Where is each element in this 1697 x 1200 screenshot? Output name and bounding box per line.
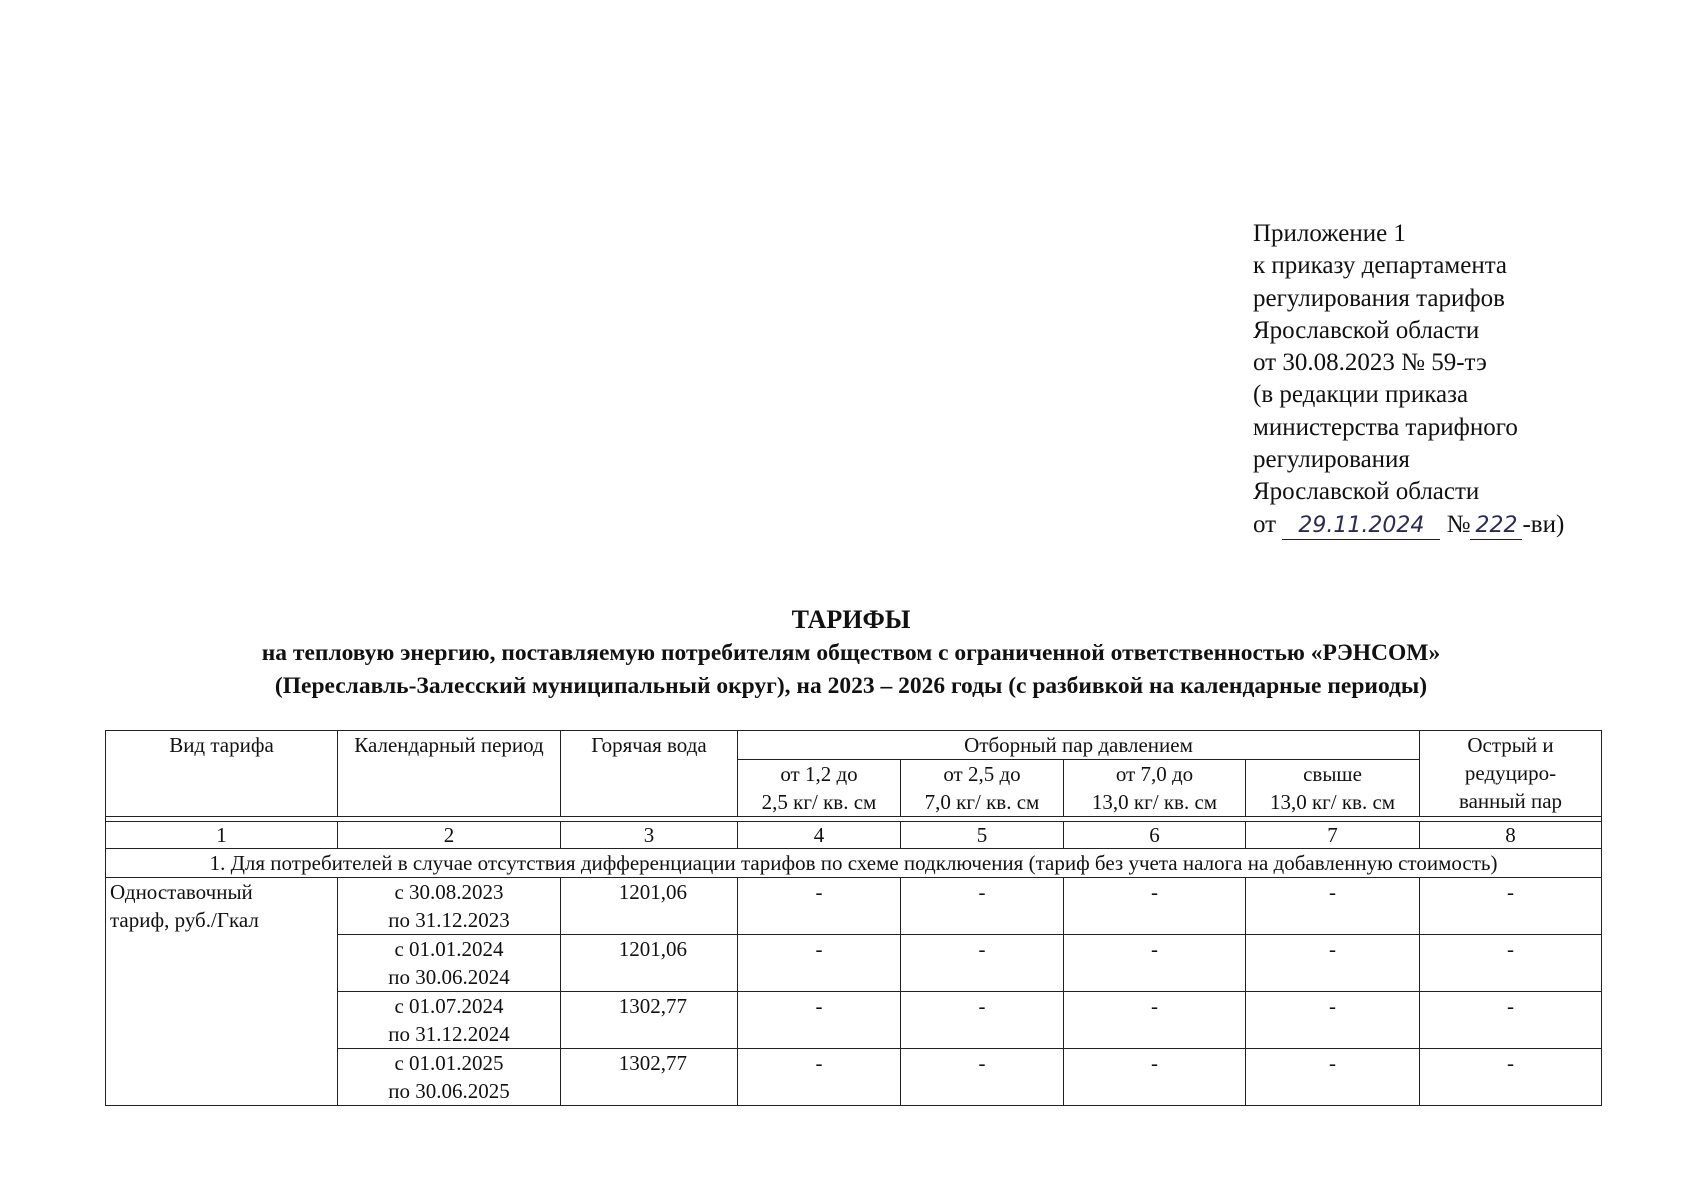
column-number: 8	[1420, 822, 1602, 849]
period-cell: с 01.07.2024 по 31.12.2024	[338, 992, 561, 1049]
appendix-line: регулирования	[1253, 446, 1410, 474]
sharp-steam-value: -	[1420, 878, 1602, 935]
steam-value: -	[1064, 992, 1246, 1049]
appendix-line: (в редакции приказа	[1253, 381, 1469, 409]
column-number: 2	[338, 822, 561, 849]
hot-water-value: 1201,06	[561, 878, 738, 935]
appendix-line: Приложение 1	[1253, 220, 1406, 247]
steam-value: -	[738, 1049, 901, 1106]
hot-water-value: 1302,77	[561, 992, 738, 1049]
column-number: 6	[1064, 822, 1246, 849]
header-pressure-3: от 7,0 до 13,0 кг/ кв. см	[1064, 760, 1246, 817]
steam-value: -	[738, 992, 901, 1049]
column-number: 5	[901, 822, 1064, 849]
column-number: 3	[561, 822, 738, 849]
steam-value: -	[901, 935, 1064, 992]
steam-value: -	[901, 878, 1064, 935]
period-cell: с 01.01.2025 по 30.06.2025	[338, 1049, 561, 1106]
appendix-line: регулирования тарифов	[1253, 284, 1505, 312]
steam-value: -	[901, 1049, 1064, 1106]
steam-value: -	[1064, 935, 1246, 992]
appendix-suffix: -ви)	[1522, 510, 1565, 538]
header-pressure-2: от 2,5 до 7,0 кг/ кв. см	[901, 760, 1064, 817]
hot-water-value: 1201,06	[561, 935, 738, 992]
appendix-block	[1253, 218, 1564, 541]
column-number-row	[106, 822, 1602, 849]
sharp-steam-value: -	[1420, 992, 1602, 1049]
table-row	[106, 878, 1602, 935]
appendix-line: от 30.08.2023 № 59-тэ	[1253, 349, 1487, 377]
sharp-steam-value: -	[1420, 935, 1602, 992]
steam-value: -	[1064, 1049, 1246, 1106]
steam-value: -	[1246, 1049, 1420, 1106]
header-hot-water: Горячая вода	[561, 731, 738, 817]
column-number: 1	[106, 822, 338, 849]
handwritten-date: 29.11.2024	[1282, 513, 1440, 540]
sharp-steam-value: -	[1420, 1049, 1602, 1106]
header-steam-group: Отборный пар давлением	[738, 731, 1420, 760]
appendix-line: министерства тарифного	[1253, 413, 1518, 441]
steam-value: -	[738, 935, 901, 992]
section-row	[106, 849, 1602, 878]
appendix-line: к приказу департамента	[1253, 252, 1508, 280]
tariff-table	[105, 730, 1602, 1106]
header-period: Календарный период	[338, 731, 561, 817]
appendix-line: Ярославской области	[1253, 316, 1480, 344]
header-pressure-1: от 1,2 до 2,5 кг/ кв. см	[738, 760, 901, 817]
column-number: 4	[738, 822, 901, 849]
steam-value: -	[1064, 878, 1246, 935]
column-number: 7	[1246, 822, 1420, 849]
tariff-type-cell: Одноставочный тариф, руб./Гкал	[106, 878, 338, 1106]
header-pressure-4: свыше 13,0 кг/ кв. см	[1246, 760, 1420, 817]
header-row	[106, 731, 1602, 760]
steam-value: -	[738, 878, 901, 935]
steam-value: -	[1246, 935, 1420, 992]
handwritten-number: 222	[1470, 513, 1522, 540]
steam-value: -	[901, 992, 1064, 1049]
document-title	[96, 603, 1606, 703]
steam-value: -	[1246, 878, 1420, 935]
title-main: ТАРИФЫ	[791, 605, 911, 634]
steam-value: -	[1246, 992, 1420, 1049]
period-cell: с 30.08.2023 по 31.12.2023	[338, 878, 561, 935]
header-sharp-steam: Острый и редуциро- ванный пар	[1420, 731, 1602, 817]
hot-water-value: 1302,77	[561, 1049, 738, 1106]
period-cell: с 01.01.2024 по 30.06.2024	[338, 935, 561, 992]
appendix-line: Ярославской области	[1253, 478, 1480, 506]
header-tariff-type: Вид тарифа	[106, 731, 338, 817]
number-sign: №	[1446, 510, 1471, 538]
section-title: 1. Для потребителей в случае отсутствия дифференциации тарифов по схеме подключения (тариф без учета налога на добавленную стоимость)	[106, 849, 1602, 878]
title-line-2: (Переславль-Залесский муниципальный округ), на 2023 – 2026 годы (с разбивкой на календарные периоды)	[274, 673, 1428, 699]
appendix-prefix: от	[1253, 510, 1277, 538]
appendix-last-line	[1253, 509, 1564, 541]
title-line-1: на тепловую энергию, поставляемую потребителям обществом с ограниченной ответственностью «РЭНСОМ»	[261, 640, 1441, 666]
